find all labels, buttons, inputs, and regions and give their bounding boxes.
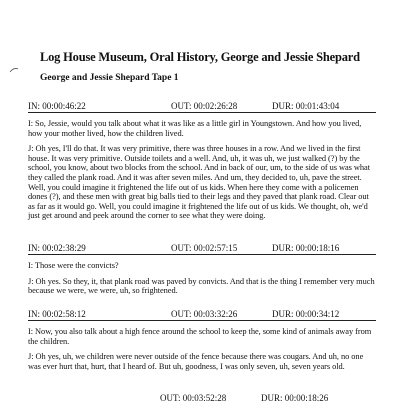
timecode-out: OUT: 00:02:26:28: [171, 101, 238, 111]
document-title: Log House Museum, Oral History, George and Jessie Shepard: [40, 50, 360, 64]
timecode-line: [28, 101, 376, 113]
timecode-duration: DUR: 00:00:18:16: [272, 243, 340, 253]
transcript-segment: [28, 101, 376, 221]
timecode-duration: DUR: 00:00:18:26: [261, 393, 329, 403]
margin-pen-mark: [9, 66, 19, 74]
answer-paragraph: J: Oh yes. So they, it, that plank road was paved by convicts. And that is the thing I remember very much because we were, we were, uh, so frightened.: [28, 276, 375, 296]
timecode-in: IN: 00:00:46:22: [28, 101, 86, 111]
document-header: [40, 50, 380, 84]
timecode-in: IN: 00:02:38:29: [28, 243, 86, 253]
timecode-out: OUT: 00:03:52:28: [160, 393, 227, 403]
timecode-out: OUT: 00:03:32:26: [171, 309, 238, 319]
answer-paragraph: J: Oh yes, uh, we children were never outside of the fence because there was cougars. And uh, no one was ever hurt that, hurt, that I heard of. But uh, goodness, I was only seven, uh, seven years old.: [28, 352, 364, 371]
timecode-in: IN: 00:02:58:12: [28, 309, 86, 319]
transcript-segment: [28, 243, 376, 296]
tape-subtitle: George and Jessie Shepard Tape 1: [40, 73, 179, 83]
interviewer-paragraph: I: So, Jessie, would you talk about what it was like as a little girl in Youngstown. And how you lived, how your mother lived, how the children lived.: [28, 119, 362, 138]
timecode-duration: DUR: 00:00:34:12: [272, 309, 340, 319]
transcript-segment: [28, 309, 376, 371]
timecode-line: [28, 309, 376, 321]
timecode-out: OUT: 00:02:57:15: [171, 243, 238, 253]
interviewer-paragraph: I: Those were the convicts?: [28, 261, 119, 270]
cutoff-timecode-line: [160, 393, 400, 403]
timecode-duration: DUR: 00:01:43:04: [272, 101, 340, 111]
interviewer-paragraph: I: Now, you also talk about a high fence around the school to keep the, some kind of animals away from the children.: [28, 327, 372, 346]
answer-paragraph: J: Oh yes, I'll do that. It was very primitive, there was three houses in a row. And we lived in the first house. It was very primitive. Outside toilets and a well. And, uh, it was uh, we just walked (?) by the school, you know, about two blocks from the school. And in back of our, um, to the side of us was what they called the plank road. And it was after seven miles. And um, they decided to, uh, pave the street. Well, you could imagine it frightened the life out of us kids. When here they come with a policemen dones (?), and these men with great big balls tied to their legs and they paved that plank road. Clear out as far as it would go. Well, you could imagine it frightened the life out of us kids. We thought, oh, we'd just get around and peek around the corner to see what they were doing.: [28, 144, 370, 221]
timecode-line: [28, 243, 376, 255]
